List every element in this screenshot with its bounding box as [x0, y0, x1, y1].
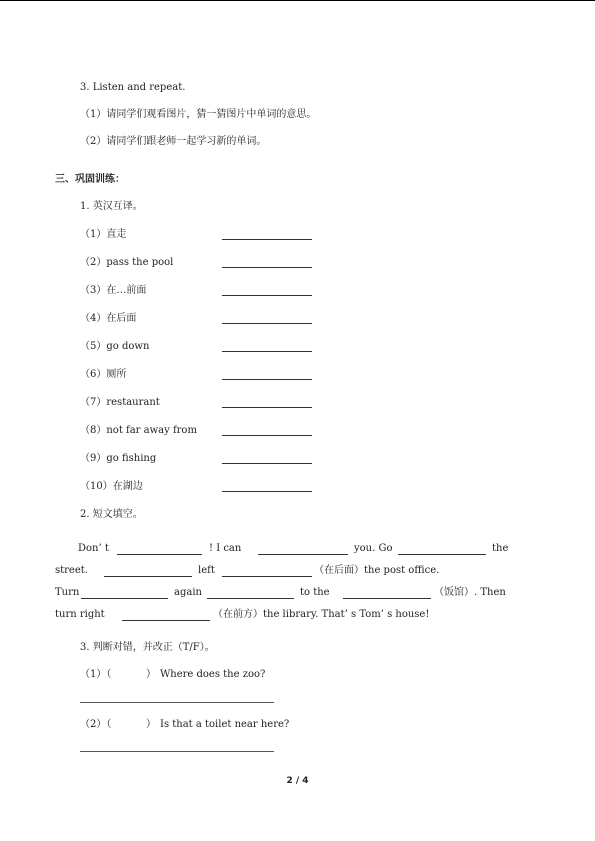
- answer-blank[interactable]: [222, 295, 312, 296]
- answer-blank[interactable]: [222, 239, 312, 240]
- answer-blank[interactable]: [222, 407, 312, 408]
- cloze-blank[interactable]: [398, 554, 486, 555]
- translation-item: （8）not far away from: [80, 425, 197, 436]
- translation-item: （5）go down: [80, 341, 150, 352]
- cloze-text: to the: [300, 587, 330, 598]
- cloze-text: （饭馆）. Then: [434, 587, 506, 598]
- q1-title: 1. 英汉互译。: [80, 201, 143, 212]
- cloze-text: the: [492, 543, 509, 554]
- translation-item: （4）在后面: [80, 313, 137, 324]
- cloze-blank[interactable]: [117, 554, 202, 555]
- section-heading: 三、巩固训练：: [55, 174, 125, 185]
- top-rule: [0, 0, 595, 1]
- answer-blank[interactable]: [222, 463, 312, 464]
- cloze-blank[interactable]: [104, 576, 192, 577]
- translation-item: （1）直走: [80, 229, 127, 240]
- cloze-text: （在后面）the post office.: [314, 565, 440, 576]
- correction-line[interactable]: [80, 751, 274, 752]
- cloze-text: street.: [55, 565, 88, 576]
- cloze-text: ! I can: [209, 543, 242, 554]
- cloze-blank[interactable]: [81, 598, 168, 599]
- translation-item: （3）在…前面: [80, 285, 147, 296]
- tf-paren-close: ）: [146, 669, 156, 680]
- translation-item: （6）厕所: [80, 369, 127, 380]
- answer-blank[interactable]: [222, 435, 312, 436]
- listen-repeat-item: 3. Listen and repeat.: [80, 82, 186, 93]
- correction-line[interactable]: [80, 702, 274, 703]
- q2-title: 2. 短文填空。: [80, 509, 143, 520]
- tf-statement: Where does the zoo?: [160, 669, 266, 680]
- answer-blank[interactable]: [222, 323, 312, 324]
- page-number: 2 / 4: [286, 776, 309, 786]
- cloze-text: （在前方）the library. That’ s Tom’ s house!: [213, 609, 430, 620]
- translation-item: （7）restaurant: [80, 397, 160, 408]
- answer-blank[interactable]: [222, 351, 312, 352]
- cloze-text: Don’ t: [78, 543, 109, 554]
- cloze-blank[interactable]: [207, 598, 294, 599]
- instruction-1: （1）请同学们观看图片，猜一猜图片中单词的意思。: [80, 109, 317, 120]
- tf-number: （1）（: [80, 669, 112, 680]
- answer-blank[interactable]: [222, 491, 312, 492]
- cloze-text: Turn: [55, 587, 80, 598]
- answer-blank[interactable]: [222, 379, 312, 380]
- cloze-blank[interactable]: [122, 620, 210, 621]
- cloze-blank[interactable]: [343, 598, 431, 599]
- tf-statement: Is that a toilet near here?: [160, 719, 290, 730]
- q3-title: 3. 判断对错，并改正（T/F）。: [80, 642, 215, 653]
- translation-item: （9）go fishing: [80, 453, 157, 464]
- cloze-blank[interactable]: [258, 554, 348, 555]
- tf-number: （2）（: [80, 719, 112, 730]
- cloze-text: you. Go: [354, 543, 393, 554]
- cloze-text: turn right: [55, 609, 105, 620]
- instruction-2: （2）请同学们跟老师一起学习新的单词。: [80, 136, 267, 147]
- translation-item: （10）在湖边: [80, 481, 143, 492]
- answer-blank[interactable]: [222, 267, 312, 268]
- tf-paren-close: ）: [146, 719, 156, 730]
- cloze-text: left: [198, 565, 215, 576]
- cloze-blank[interactable]: [222, 576, 312, 577]
- cloze-text: again: [174, 587, 202, 598]
- translation-item: （2）pass the pool: [80, 257, 174, 268]
